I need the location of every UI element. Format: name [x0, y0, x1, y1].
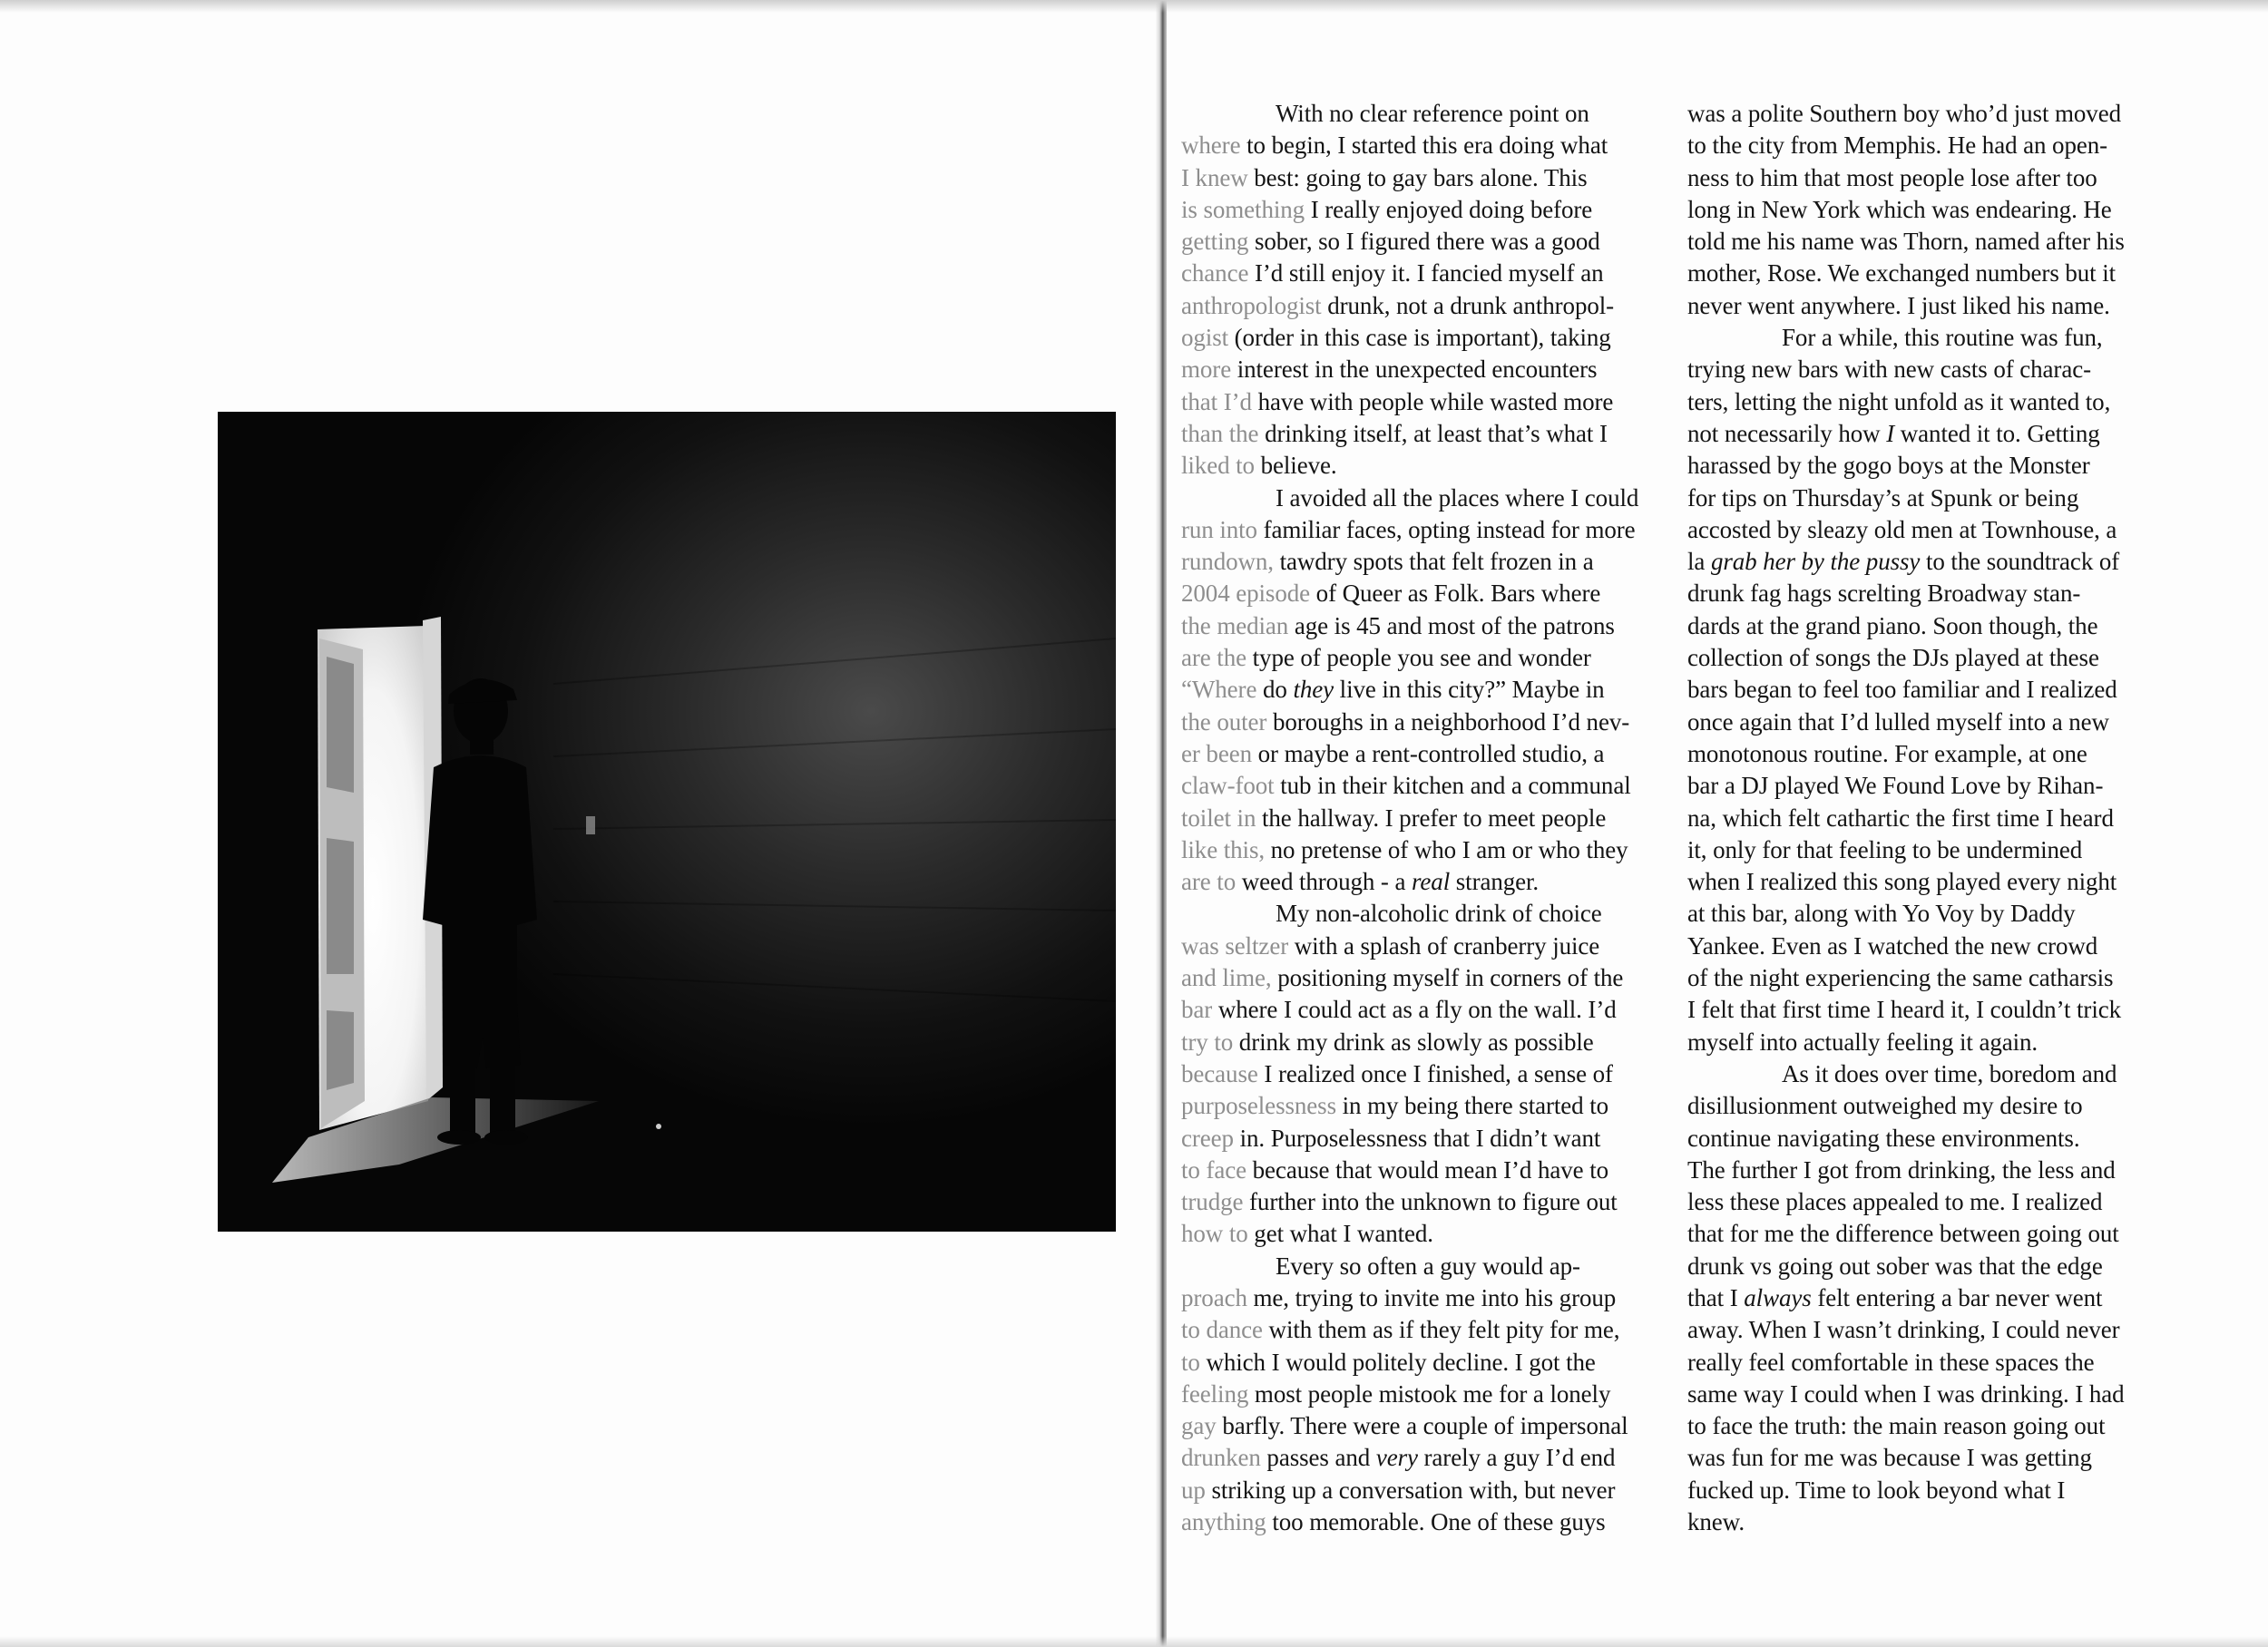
- text-line: [1687, 738, 2195, 770]
- text-run: creep: [1181, 1124, 1234, 1152]
- text-run: once again that I’d lulled myself into a new: [1687, 707, 2109, 736]
- text-line: [1687, 1475, 2195, 1506]
- text-run: rarely a guy I’d end: [1417, 1444, 1616, 1472]
- text-run: tub in their kitchen and a communal: [1274, 772, 1631, 800]
- text-run: to: [1181, 1348, 1200, 1376]
- text-line: [1181, 610, 1689, 642]
- text-run: drinking itself, at least that’s what I: [1258, 419, 1608, 447]
- text-run: never went anywhere. I just liked his name.: [1687, 291, 2110, 319]
- text-line: [1687, 610, 2195, 642]
- text-line: [1181, 546, 1689, 578]
- text-run: told me his name was Thorn, named after his: [1687, 228, 2125, 256]
- scan-top-shadow: [0, 0, 2268, 13]
- text-line: [1687, 834, 2195, 866]
- text-run: The further I got from drinking, the less and: [1687, 1155, 2116, 1184]
- text-line: [1687, 290, 2195, 322]
- text-run: where I could act as a fly on the wall. I’d: [1212, 996, 1617, 1024]
- text-line: [1181, 1123, 1689, 1155]
- text-line: [1687, 1442, 2195, 1474]
- text-line: [1687, 866, 2195, 898]
- text-line: [1687, 931, 2195, 962]
- text-line: [1687, 1123, 2195, 1155]
- text-run: same way I could when I was drinking. I had: [1687, 1379, 2125, 1408]
- text-line: [1181, 514, 1689, 546]
- text-run: really feel comfortable in these spaces the: [1687, 1348, 2095, 1376]
- text-run: familiar faces, opting instead for more: [1256, 515, 1636, 543]
- text-run: of Queer as Folk. Bars where: [1310, 580, 1601, 608]
- text-line: [1687, 578, 2195, 609]
- text-run: barfly. There were a couple of impersonal: [1216, 1412, 1628, 1440]
- text-line: [1181, 482, 1689, 514]
- text-run: best: going to gay bars alone. This: [1247, 163, 1588, 191]
- text-line: [1181, 1218, 1689, 1250]
- text-run: drunk, not a drunk anthropol-: [1321, 291, 1615, 319]
- text-run: are the: [1181, 644, 1246, 672]
- text-run: the outer: [1181, 707, 1267, 736]
- doorway-photo: [218, 412, 1116, 1232]
- text-line: [1181, 866, 1689, 898]
- text-run: “Where: [1181, 676, 1257, 704]
- text-run: passes and: [1260, 1444, 1376, 1472]
- scan-bottom-shadow: [0, 1636, 2268, 1647]
- text-line: [1687, 322, 2195, 354]
- text-run: too memorable. One of these guys: [1266, 1508, 1606, 1536]
- text-run: when I realized this song played every night: [1687, 868, 2117, 896]
- text-line: [1687, 1027, 2195, 1058]
- text-run: was fun for me was because I was getting: [1687, 1444, 2092, 1472]
- text-line: [1687, 162, 2195, 194]
- text-run: I’d still enjoy it. I fancied myself an: [1248, 259, 1604, 287]
- text-run: tawdry spots that felt frozen in a: [1273, 548, 1594, 576]
- text-run: drink my drink as slowly as possible: [1233, 1028, 1594, 1056]
- text-line: [1181, 642, 1689, 674]
- italic-text: grab her by the pussy: [1710, 548, 1921, 576]
- text-run: I really enjoyed doing before: [1305, 195, 1593, 223]
- text-line: [1687, 1251, 2195, 1282]
- text-run: and lime,: [1181, 964, 1272, 992]
- text-line: [1687, 1090, 2195, 1122]
- text-run: stranger.: [1450, 868, 1540, 896]
- text-run: the hallway. I prefer to meet people: [1256, 804, 1607, 832]
- text-run: chance: [1181, 259, 1249, 287]
- text-run: felt entering a bar never went: [1811, 1283, 2103, 1311]
- text-run: because that would mean I’d have to: [1246, 1155, 1609, 1184]
- italic-text: they: [1293, 676, 1334, 704]
- text-line: [1181, 1090, 1689, 1122]
- text-line: [1181, 738, 1689, 770]
- text-line: [1687, 1186, 2195, 1218]
- text-run: er been: [1181, 739, 1252, 767]
- text-run: to the city from Memphis. He had an open-: [1687, 132, 2108, 160]
- text-line: [1687, 1410, 2195, 1442]
- text-line: [1687, 642, 2195, 674]
- text-run: harassed by the gogo boys at the Monster: [1687, 452, 2090, 480]
- text-run: As it does over time, boredom and: [1782, 1059, 2117, 1087]
- text-run: live in this city?” Maybe in: [1334, 676, 1605, 704]
- text-run: try to: [1181, 1028, 1234, 1056]
- text-line: [1181, 962, 1689, 994]
- text-run: are to: [1181, 868, 1237, 896]
- text-run: ness to him that most people lose after too: [1687, 163, 2097, 191]
- text-line: [1181, 707, 1689, 738]
- text-line: [1181, 1442, 1689, 1474]
- text-run: do: [1256, 676, 1294, 704]
- text-line: [1687, 770, 2195, 802]
- text-run: monotonous routine. For example, at one: [1687, 739, 2087, 767]
- text-line: [1687, 450, 2195, 482]
- text-line: [1687, 386, 2195, 418]
- text-line: [1181, 1058, 1689, 1090]
- text-line: [1181, 1251, 1689, 1282]
- text-line: [1181, 1186, 1689, 1218]
- text-run: wanted it to. Getting: [1894, 419, 2100, 447]
- text-run: type of people you see and wonder: [1246, 644, 1591, 672]
- text-run: ters, letting the night unfold as it wanted to,: [1687, 387, 2111, 415]
- text-run: myself into actually feeling it again.: [1687, 1028, 2038, 1056]
- text-line: [1687, 1314, 2195, 1346]
- text-run: to begin, I started this era doing what: [1240, 132, 1608, 160]
- text-line: [1181, 931, 1689, 962]
- text-line: [1181, 1410, 1689, 1442]
- text-run: I realized once I finished, a sense of: [1257, 1059, 1613, 1087]
- text-line: [1687, 130, 2195, 161]
- text-run: that I’d: [1181, 387, 1252, 415]
- text-run: I knew: [1181, 163, 1248, 191]
- text-run: at this bar, along with Yo Voy by Daddy: [1687, 900, 2076, 928]
- text-line: [1181, 450, 1689, 482]
- text-run: feeling: [1181, 1379, 1249, 1408]
- text-run: no pretense of who I am or who they: [1265, 835, 1628, 863]
- text-run: anthropologist: [1181, 291, 1322, 319]
- text-run: My non-alcoholic drink of choice: [1276, 900, 1602, 928]
- text-line: [1181, 130, 1689, 161]
- text-run: it, only for that feeling to be undermined: [1687, 835, 2083, 863]
- text-run: have with people while wasted more: [1251, 387, 1614, 415]
- text-run: sober, so I figured there was a good: [1248, 228, 1600, 256]
- italic-text: very: [1375, 1444, 1418, 1472]
- text-run: na, which felt cathartic the first time I heard: [1687, 804, 2114, 832]
- text-run: to dance: [1181, 1316, 1263, 1344]
- text-line: [1687, 98, 2195, 130]
- text-run: disillusionment outweighed my desire to: [1687, 1092, 2083, 1120]
- text-run: less these places appealed to me. I realized: [1687, 1188, 2103, 1216]
- text-run: that for me the difference between going out: [1687, 1220, 2119, 1248]
- text-run: positioning myself in corners of the: [1271, 964, 1624, 992]
- text-run: in. Purposelessness that I didn’t want: [1233, 1124, 1601, 1152]
- text-run: because: [1181, 1059, 1258, 1087]
- text-line: [1181, 226, 1689, 258]
- text-line: [1181, 1347, 1689, 1379]
- text-run: (order in this case is important), taking: [1228, 324, 1611, 352]
- text-line: [1181, 1475, 1689, 1506]
- text-line: [1181, 1282, 1689, 1314]
- text-run: that I: [1687, 1283, 1745, 1311]
- text-line: [1181, 418, 1689, 450]
- text-run: Every so often a guy would ap-: [1276, 1252, 1580, 1280]
- text-column-1: [1181, 98, 1689, 1538]
- text-run: in my being there started to: [1335, 1092, 1609, 1120]
- text-run: or maybe a rent-controlled studio, a: [1252, 739, 1605, 767]
- text-line: [1181, 386, 1689, 418]
- text-run: how to: [1181, 1220, 1248, 1248]
- text-run: With no clear reference point on: [1276, 100, 1589, 127]
- text-run: not necessarily how: [1687, 419, 1887, 447]
- text-run: bar: [1181, 996, 1213, 1024]
- text-line: [1687, 898, 2195, 930]
- text-line: [1181, 770, 1689, 802]
- text-run: purposelessness: [1181, 1092, 1336, 1120]
- text-run: I avoided all the places where I could: [1276, 483, 1639, 512]
- text-run: knew.: [1687, 1508, 1745, 1536]
- text-run: getting: [1181, 228, 1249, 256]
- text-run: rundown,: [1181, 548, 1274, 576]
- text-line: [1181, 290, 1689, 322]
- italic-text: real: [1412, 868, 1451, 896]
- text-line: [1181, 898, 1689, 930]
- text-line: [1687, 226, 2195, 258]
- text-line: [1181, 803, 1689, 834]
- text-line: [1181, 578, 1689, 609]
- text-line: [1181, 354, 1689, 385]
- text-run: more: [1181, 356, 1232, 384]
- text-run: with them as if they felt pity for me,: [1262, 1316, 1620, 1344]
- italic-text: I: [1886, 419, 1895, 447]
- text-run: up: [1181, 1476, 1206, 1504]
- text-line: [1181, 322, 1689, 354]
- text-line: [1181, 834, 1689, 866]
- text-line: [1687, 994, 2195, 1026]
- text-line: [1687, 354, 2195, 385]
- text-line: [1181, 258, 1689, 289]
- text-run: continue navigating these environments.: [1687, 1124, 2080, 1152]
- text-run: which I would politely decline. I got the: [1199, 1348, 1596, 1376]
- text-line: [1687, 1218, 2195, 1250]
- text-line: [1687, 1058, 2195, 1090]
- text-line: [1687, 1347, 2195, 1379]
- text-run: bars began to feel too familiar and I realized: [1687, 676, 2117, 704]
- text-run: to face: [1181, 1155, 1246, 1184]
- text-run: weed through - a: [1236, 868, 1413, 896]
- text-run: mother, Rose. We exchanged numbers but it: [1687, 259, 2116, 287]
- text-line: [1687, 1506, 2195, 1538]
- text-run: drunk fag hags screlting Broadway stan-: [1687, 580, 2081, 608]
- text-run: toilet in: [1181, 804, 1256, 832]
- text-run: like this,: [1181, 835, 1265, 863]
- text-run: with a splash of cranberry juice: [1288, 931, 1600, 960]
- text-run: liked to: [1181, 452, 1255, 480]
- text-line: [1181, 1379, 1689, 1410]
- text-run: Yankee. Even as I watched the new crowd: [1687, 931, 2098, 960]
- text-run: collection of songs the DJs played at these: [1687, 644, 2099, 672]
- text-column-2: [1687, 98, 2195, 1538]
- text-run: believe.: [1254, 452, 1337, 480]
- text-run: I felt that first time I heard it, I couldn’t trick: [1687, 996, 2122, 1024]
- text-line: [1687, 258, 2195, 289]
- doorway-photo-illustration: [218, 412, 1116, 1232]
- text-run: drunken: [1181, 1444, 1261, 1472]
- text-line: [1181, 162, 1689, 194]
- text-run: away. When I wasn’t drinking, I could never: [1687, 1316, 2120, 1344]
- text-run: get what I wanted.: [1247, 1220, 1433, 1248]
- text-run: accosted by sleazy old men at Townhouse, a: [1687, 515, 2117, 543]
- text-line: [1687, 1155, 2195, 1186]
- text-run: run into: [1181, 515, 1257, 543]
- text-line: [1687, 962, 2195, 994]
- text-run: long in New York which was endearing. He: [1687, 195, 2112, 223]
- text-line: [1181, 1314, 1689, 1346]
- text-run: of the night experiencing the same catharsis: [1687, 964, 2114, 992]
- text-run: boroughs in a neighborhood I’d nev-: [1266, 707, 1630, 736]
- text-line: [1181, 1155, 1689, 1186]
- text-line: [1687, 707, 2195, 738]
- text-line: [1687, 514, 2195, 546]
- text-run: anything: [1181, 1508, 1266, 1536]
- text-run: fucked up. Time to look beyond what I: [1687, 1476, 2066, 1504]
- text-run: the median: [1181, 611, 1289, 639]
- text-run: for tips on Thursday’s at Spunk or being: [1687, 483, 2079, 512]
- text-run: age is 45 and most of the patrons: [1288, 611, 1615, 639]
- text-line: [1687, 674, 2195, 706]
- text-run: me, trying to invite me into his group: [1246, 1283, 1617, 1311]
- text-run: interest in the unexpected encounters: [1231, 356, 1598, 384]
- text-run: ogist: [1181, 324, 1229, 352]
- text-run: drunk vs going out sober was that the edge: [1687, 1252, 2103, 1280]
- text-run: la: [1687, 548, 1711, 576]
- text-line: [1687, 546, 2195, 578]
- text-run: dards at the grand piano. Soon though, the: [1687, 611, 2098, 639]
- text-run: striking up a conversation with, but never: [1205, 1476, 1616, 1504]
- text-run: claw-foot: [1181, 772, 1275, 800]
- text-run: further into the unknown to figure out: [1243, 1188, 1618, 1216]
- text-run: to face the truth: the main reason going out: [1687, 1412, 2106, 1440]
- text-run: to the soundtrack of: [1920, 548, 2120, 576]
- text-run: proach: [1181, 1283, 1247, 1311]
- text-line: [1181, 194, 1689, 226]
- text-run: 2004 episode: [1181, 580, 1311, 608]
- text-run: trudge: [1181, 1188, 1244, 1216]
- text-run: bar a DJ played We Found Love by Rihan-: [1687, 772, 2104, 800]
- text-line: [1181, 98, 1689, 130]
- text-run: where: [1181, 132, 1241, 160]
- text-run: For a while, this routine was fun,: [1782, 324, 2103, 352]
- text-run: than the: [1181, 419, 1259, 447]
- text-line: [1687, 1282, 2195, 1314]
- text-line: [1181, 1027, 1689, 1058]
- text-run: most people mistook me for a lonely: [1248, 1379, 1611, 1408]
- text-line: [1687, 418, 2195, 450]
- text-line: [1181, 1506, 1689, 1538]
- text-line: [1687, 1379, 2195, 1410]
- text-run: gay: [1181, 1412, 1217, 1440]
- italic-text: always: [1744, 1283, 1812, 1311]
- text-run: was a polite Southern boy who’d just moved: [1687, 100, 2121, 127]
- text-line: [1687, 194, 2195, 226]
- text-run: trying new bars with new casts of charac-: [1687, 356, 2091, 384]
- text-line: [1181, 674, 1689, 706]
- text-line: [1687, 482, 2195, 514]
- text-run: is something: [1181, 195, 1305, 223]
- text-run: was seltzer: [1181, 931, 1289, 960]
- text-line: [1687, 803, 2195, 834]
- text-line: [1181, 994, 1689, 1026]
